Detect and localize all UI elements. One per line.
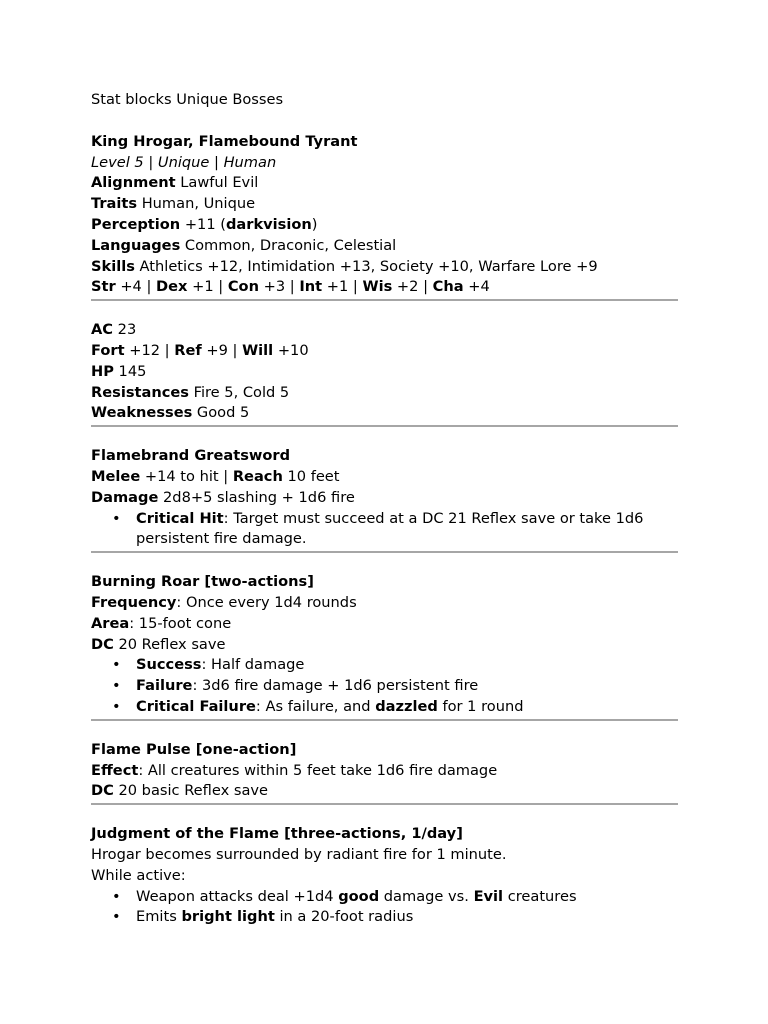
judgment-effects-list — [91, 887, 678, 929]
bullet-icon: • — [112, 509, 121, 527]
pulse-dc-line: DC 20 basic Reflex save — [91, 782, 269, 800]
bullet-icon: • — [112, 908, 121, 926]
skills-line: Skills Athletics +12, Intimidation +13, Society +10, Warfare Lore +9 — [91, 257, 598, 275]
languages-line: Languages Common, Draconic, Celestial — [91, 236, 397, 254]
boss-level-line: Level 5 | Unique | Human — [91, 153, 277, 171]
list-item-success: • Success: Half damage — [91, 655, 678, 676]
section-divider — [91, 719, 678, 721]
ability-scores-line: Str +4 | Dex +1 | Con +3 | Int +1 | Wis +2 | Cha +4 — [91, 278, 490, 296]
hp-line: HP 145 — [91, 362, 147, 380]
flame-pulse-section — [91, 740, 678, 802]
judgment-section — [91, 824, 678, 928]
judgment-description: Hrogar becomes surrounded by radiant fire for 1 minute. — [91, 845, 507, 863]
greatsword-effects-list — [91, 509, 678, 551]
section-divider — [91, 299, 678, 301]
resistances-line: Resistances Fire 5, Cold 5 — [91, 383, 290, 401]
greatsword-section — [91, 446, 678, 550]
burning-roar-heading: Burning Roar [two-actions] — [91, 573, 314, 591]
section-divider — [91, 803, 678, 805]
frequency-line: Frequency: Once every 1d4 rounds — [91, 593, 357, 611]
flame-pulse-heading: Flame Pulse [one-action] — [91, 740, 297, 758]
list-item-critical-failure: • Critical Failure: As failure, and dazzled for 1 round — [91, 697, 678, 718]
list-item-bright-light: • Emits bright light in a 20-foot radius — [91, 907, 678, 928]
section-divider — [91, 425, 678, 427]
document-title: Stat blocks Unique Bosses — [91, 91, 284, 108]
saves-line: Fort +12 | Ref +9 | Will +10 — [91, 341, 309, 359]
ac-line: AC 23 — [91, 321, 137, 339]
weaknesses-line: Weaknesses Good 5 — [91, 404, 250, 422]
roar-outcomes-list — [91, 655, 678, 717]
defense-section — [91, 320, 678, 424]
section-divider — [91, 551, 678, 553]
area-line: Area: 15-foot cone — [91, 614, 232, 632]
judgment-heading: Judgment of the Flame [three-actions, 1/day] — [91, 825, 463, 843]
list-item-failure: • Failure: 3d6 fire damage + 1d6 persistent fire — [91, 676, 678, 697]
effect-line: Effect: All creatures within 5 feet take 1d6 fire damage — [91, 761, 498, 779]
boss-header-section — [91, 132, 678, 298]
alignment-line: Alignment Lawful Evil — [91, 174, 259, 192]
roar-dc-line: DC 20 Reflex save — [91, 635, 226, 653]
bullet-icon: • — [112, 677, 121, 695]
list-item-weapon-attacks: • Weapon attacks deal +1d4 good damage vs. Evil creatures — [91, 887, 678, 908]
burning-roar-section — [91, 572, 678, 718]
damage-line: Damage 2d8+5 slashing + 1d6 fire — [91, 488, 355, 506]
while-active-label: While active: — [91, 866, 186, 884]
bullet-icon: • — [112, 656, 121, 674]
bullet-icon: • — [112, 887, 121, 905]
list-item-critical-hit: • Critical Hit: Target must succeed at a DC 21 Reflex save or take 1d6 persistent fire damage. — [112, 509, 644, 548]
bullet-icon: • — [112, 697, 121, 715]
perception-line: Perception +11 (darkvision) — [91, 215, 318, 233]
greatsword-heading: Flamebrand Greatsword — [91, 447, 291, 465]
document-body — [91, 90, 678, 928]
traits-line: Traits Human, Unique — [91, 195, 256, 213]
boss-name: King Hrogar, Flamebound Tyrant — [91, 132, 358, 150]
melee-line: Melee +14 to hit | Reach 10 feet — [91, 467, 340, 485]
